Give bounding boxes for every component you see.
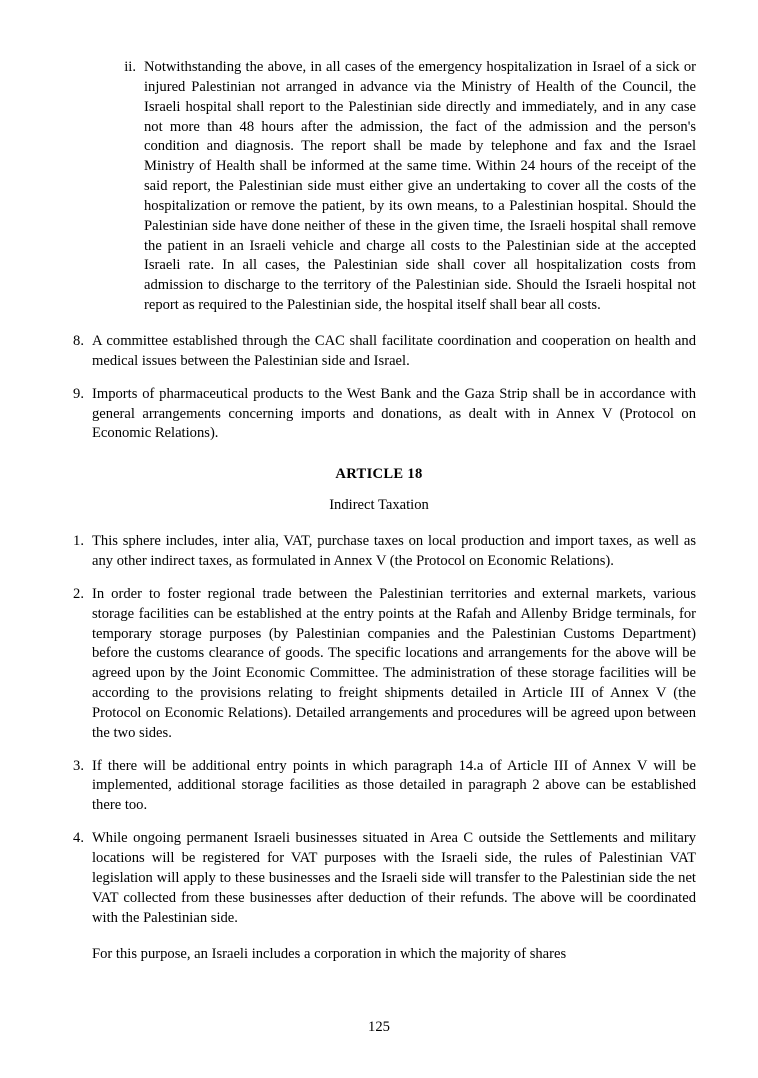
list-item-text: Notwithstanding the above, in all cases of the emergency hospitalization in Israel of a sick or injured Palestinian not arranged in advance via the Ministry of Health of the Council, the Israeli hospital shall report to the Palestinian side directly and immediately, and in any case not more than 48 hours after the admission, the fact of the admission and the person's condition and diagnosis. The report shall be made by telephone and fax and the Israel Ministry of Health shall be informed at the same time. Within 24 hours of the receipt of the said report, the Palestinian side must either give an undertaking to cover all the costs of the hospitalization or remove the patient, by its own means, to a Palestinian hospital. Should the Palestinian side have done neither of these in the given time, the Israeli hospital shall remove the patient in an Israeli vehicle and charge all costs to the Palestinian side at the accepted Israeli rate. In all cases, the Palestinian side shall cover all hospitalization costs from admission to discharge to the territory of the Palestinian side. Should the Israeli hospital not report as required to the Palestinian side, the hospital itself shall bear all costs. (144, 59, 696, 314)
list-item-text: In order to foster regional trade between the Palestinian territories and external markets, various storage facilities can be established at the entry points at the Rafah and Allenby Bridge terminals, for temporary storage purposes (by Palestinian companies and the Palestinian Customs Department) before the customs clearance of goods. The specific locations and arrangements for the above will be agreed upon by the Joint Economic Committee. The administration of these storage facilities will be according to the provisions relating to freight shipments detailed in Article III of Annex V (the Protocol on Economic Relations). Detailed arrangements and procedures will be agreed upon between the two sides. (92, 585, 696, 741)
list-item-text: Imports of pharmaceutical products to the West Bank and the Gaza Strip shall be in accordance with general arrangements concerning imports and donations, as dealt with in Annex V (Protocol on Economic Relations). (92, 385, 696, 442)
closing-paragraph: For this purpose, an Israeli includes a corporation in which the majority of shares (92, 946, 567, 963)
list-item-1 (62, 532, 696, 572)
list-marker: ii. (124, 59, 136, 75)
list-item-text: While ongoing permanent Israeli businesses situated in Area C outside the Settlements and military locations will be registered for VAT purposes with the Israeli side, the rules of Palestinian VAT legislation will apply to these businesses and the Israeli side will transfer to the Palestinian side the net VAT collected from these businesses after deduction of their refunds. The above will be coordinated with the Palestinian side. (92, 830, 696, 926)
list-item-9 (62, 385, 696, 445)
article-heading: ARTICLE 18 (335, 466, 423, 483)
list-item-ii (112, 58, 696, 316)
list-item-8 (62, 332, 696, 372)
list-marker: 4. (73, 830, 84, 847)
list-item-3 (62, 757, 696, 817)
list-item-text: This sphere includes, inter alia, VAT, purchase taxes on local production and import taxes, as well as any other indirect taxes, as formulated in Annex V (the Protocol on Economic Relations). (92, 533, 696, 570)
list-item-4 (62, 829, 696, 928)
list-item-2 (62, 585, 696, 744)
list-marker: 9. (73, 385, 84, 402)
list-marker: 8. (73, 332, 84, 349)
page-number: 125 (368, 1019, 390, 1035)
list-marker: 1. (73, 533, 84, 550)
article-subtitle: Indirect Taxation (329, 497, 429, 514)
list-marker: 3. (73, 757, 84, 774)
list-marker: 2. (73, 585, 84, 602)
list-item-text: A committee established through the CAC shall facilitate coordination and cooperation on health and medical issues between the Palestinian side and Israel. (92, 332, 696, 369)
list-item-text: If there will be additional entry points in which paragraph 14.a of Article III of Annex V will be implemented, additional storage facilities as those detailed in paragraph 2 above can be established there too. (92, 757, 696, 814)
